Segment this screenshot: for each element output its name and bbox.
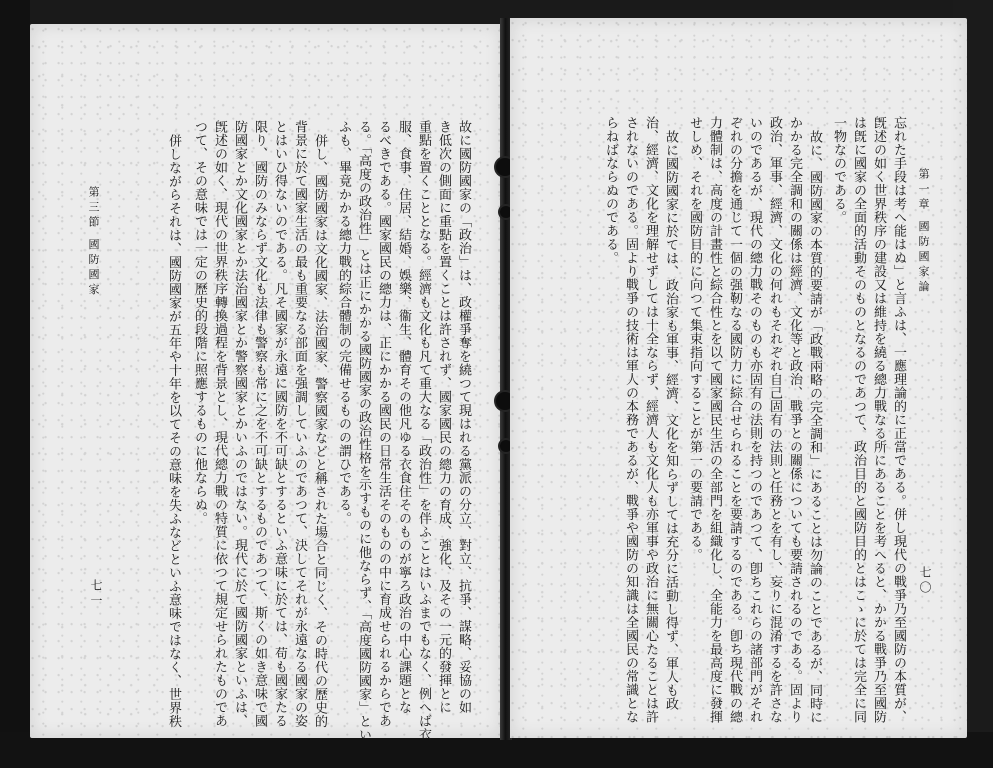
text-column: き低次の側面に重點を置くことは許されず、國家國民の總力の育成、強化、及その一元的發揮とに: [436, 120, 451, 714]
text-column: らねばならぬのである。: [603, 116, 618, 265]
text-column: 政治、軍事、經濟、文化の何れもそれぞれ自己固有の法則と任務とを有し、妄りに混淆するを許さな: [767, 116, 782, 724]
scan-border-left: [0, 0, 30, 768]
text-column: 背景に於て國家生活の最も重要なる部面を强調していふのであつて、決してそれが永遠なる國家の姿: [292, 120, 307, 728]
text-column: とはいひ得ないのである。凡そ國家が永遠に國防を不可缺とするといふ意味に於ては、苟も國家たる: [272, 120, 287, 728]
text-column: 旣述の如く世界秩序の建設又は維持を繞る總力戰なる所にあることを考へると、かかる戰爭乃至國防: [871, 116, 886, 724]
page-number: 七〇: [918, 566, 932, 596]
text-column: されないのである。固より戰爭の技術は軍人の本務であるが、戰爭や國防の知識は全國民の常識とな: [623, 116, 638, 724]
text-column: 限り、國防のみならず文化も法律も警察も常に之を不可缺とするものであつて、斯くの如き意味で國: [252, 120, 267, 728]
text-column: かかる完全調和の關係は經濟、文化等と政治、戰爭との關係についても要請されるのである。固より: [787, 116, 802, 724]
text-column: せしめ、それを國防目的に向つて集束指向することが第一の要請である。: [687, 116, 702, 562]
text-column: 故に國防國家の「政治」は、政權爭奪を繞つて現はれる黨派の分立、對立、抗爭、謀略、妥協の如: [456, 120, 471, 714]
text-column: ぞれの分擔を通じて一個の强靭なる國防力に綜合せられることを要請するのである。卽ち現代戰の總: [727, 116, 742, 724]
text-column: るべきである。國家國民の總力は、正にかかる國民の日常生活そのものの中に育成せられるからであ: [376, 120, 391, 728]
text-column: 併しながらそれは、國防國家が五年や十年を以てその意味を失ふなどといふ意味ではなく、世界秩: [166, 134, 181, 728]
text-column: いのであるが、現代の總力戰そのものも亦固有の法則を持つのであつて、卽ちこれらの諸部門がそれ: [747, 116, 762, 724]
text-column: 故に國防國家に於ては、政治家も軍事、經濟、文化を知らずしては充分に活動し得ず、軍人も政: [663, 130, 678, 711]
text-column: る。「高度の政治性」とは正にかかる國防國家の政治性格を示すものに他ならず、「高度國防國家」とい: [356, 120, 371, 742]
text-column: 力體制は、高度の計畫性と綜合性とを以て國家國民生活の全部門を組織化し、全能力を最高度に發揮: [707, 116, 722, 724]
text-column: 一物なのである。: [831, 116, 846, 224]
text-column: 治、經濟、文化を理解せずしては十全ならず、經濟人も文化人も亦軍事や政治に無關心たることは許: [643, 116, 658, 724]
running-header: 第一章 國防國家論: [917, 168, 930, 296]
text-column: 故に、國防國家の本質的要請が「政戰兩略の完全調和」にあることは勿論のことであるが、同時に: [807, 130, 822, 724]
text-column: ふも、畢竟かかる總力戰的綜合體制の完備せるものの謂ひである。: [336, 120, 351, 525]
left-page: [30, 24, 502, 742]
right-page: [510, 18, 967, 738]
text-column: つて、その意味では一定の歷史的段階に照應するものに他ならぬ。: [192, 120, 207, 525]
text-column: 忘れた手段は考へ能はぬ」と言ふは、一應理論的に正當である。併し現代の戰爭乃至國防の本質が、: [891, 116, 906, 724]
text-column: 旣述の如く、現代の世界秩序轉換過程を背景とし、現代總力戰の特質に依つて規定せられたものであ: [212, 120, 227, 728]
text-column: 重點を置くこととなる。經濟も文化も凡て重大なる「政治性」を伴ふことはいふまでもなく、例へば衣: [416, 120, 431, 741]
running-header: 第三節 國防國家: [87, 186, 100, 299]
text-column: 服、食事、住居、結婚、娛樂、衞生、體育その他凡ゆる衣食住そのものが寧ろ政治の中心課題とな: [396, 120, 411, 714]
text-column: 併し、國防國家は文化國家、法治國家、警察國家などと稱された場合と同じく、その時代の歷史的: [312, 134, 327, 728]
text-column: 防國家とか文化國家とか法治國家とか警察國家とかいふのではない。現代に於て國防國家といふは、: [232, 120, 247, 728]
text-column: は旣に國家の全面的活動そのものとなるのであつて、政治目的と國防目的とはこゝに於ては完全に同: [851, 116, 866, 724]
page-number: 七一: [89, 579, 103, 609]
